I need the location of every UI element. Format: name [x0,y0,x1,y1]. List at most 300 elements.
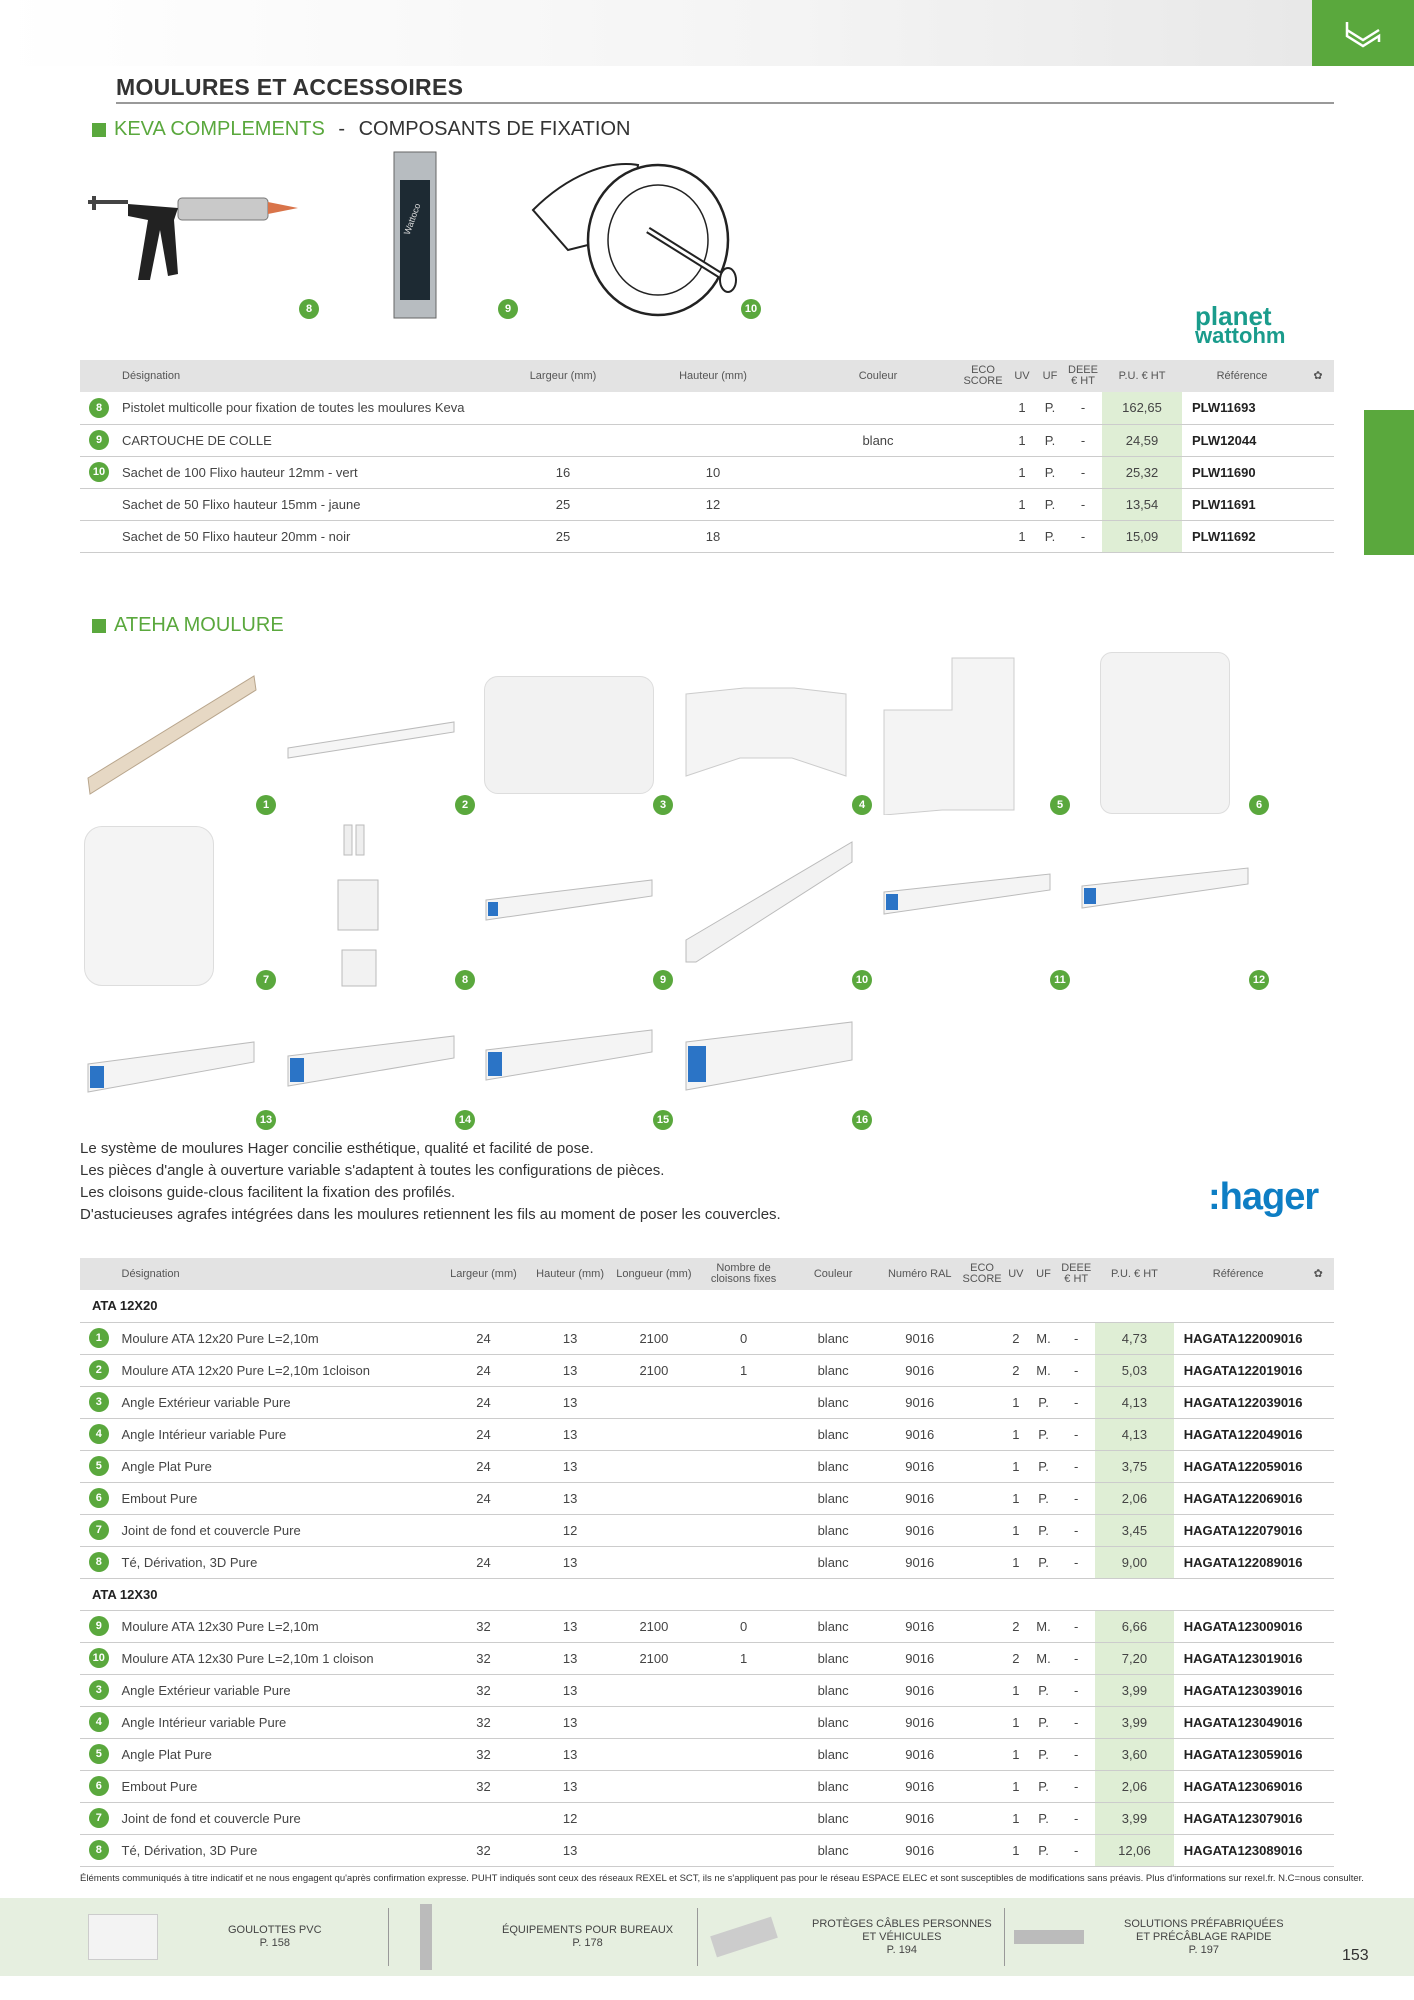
cell-designation: Sachet de 50 Flixo hauteur 15mm - jaune [118,488,498,520]
th2-largeur: Largeur (mm) [436,1258,530,1290]
th-designation: Désignation [118,360,498,392]
cell-hauteur: 13 [531,1642,610,1674]
th-uv: UV [1008,360,1036,392]
cell-ral: 9016 [877,1802,962,1834]
cell-ral: 9016 [877,1482,962,1514]
cell-price: 6,66 [1095,1610,1174,1642]
footer-link-bureaux[interactable] [420,1898,690,1976]
th2-designation: Désignation [118,1258,437,1290]
cable-tray-icon [1343,16,1383,50]
category-tab[interactable] [1312,0,1414,66]
cell-price: 3,99 [1095,1674,1174,1706]
cell-reference: HAGATA122059016 [1174,1450,1303,1482]
cell-uf: P. [1036,488,1064,520]
cell-longueur [610,1418,699,1450]
cell-deee: - [1064,392,1102,424]
table-row [80,488,1334,520]
cell-deee: - [1064,488,1102,520]
cell-hauteur: 13 [531,1770,610,1802]
table-row [80,1802,1334,1834]
footer-label: ET PRÉCÂBLAGE RAPIDE [1136,1930,1272,1943]
goulotte-thumbnail [88,1914,158,1960]
row-number-badge: 3 [89,1680,109,1700]
table-row [80,424,1334,456]
badge-a1: 1 [256,795,276,815]
group-row [80,1578,1334,1610]
cell-ral: 9016 [877,1354,962,1386]
cell-ral: 9016 [877,1546,962,1578]
cell-deee: - [1057,1354,1095,1386]
footer-label: ET VÉHICULES [862,1930,942,1943]
cell-deee: - [1057,1642,1095,1674]
cell-largeur: 24 [436,1482,530,1514]
brand-line1: planet [1195,301,1272,331]
cell-designation: Pistolet multicolle pour fixation de toutes les moulures Keva [118,392,498,424]
cell-designation: Moulure ATA 12x30 Pure L=2,10m [118,1610,437,1642]
row-number-badge: 8 [89,1552,109,1572]
cell-cloisons [698,1674,789,1706]
cell-uv: 1 [1008,456,1036,488]
cell-longueur [610,1482,699,1514]
group-label: ATA 12X20 [80,1290,1334,1322]
cell-uf: P. [1036,520,1064,552]
cell-reference: HAGATA122049016 [1174,1418,1303,1450]
badge-a16: 16 [852,1110,872,1130]
table-row [80,1450,1334,1482]
cell-hauteur: 13 [531,1418,610,1450]
cell-reference: HAGATA122039016 [1174,1386,1303,1418]
th2-couleur: Couleur [789,1258,878,1290]
cell-reference: HAGATA123069016 [1174,1770,1303,1802]
footer-page: P. 178 [572,1937,603,1949]
recycle-icon: ✿ [1302,360,1334,392]
cell-hauteur: 13 [531,1482,610,1514]
planet-wattohm-logo [1195,301,1286,348]
cell-reference: HAGATA123039016 [1174,1674,1303,1706]
cell-largeur: 32 [436,1642,530,1674]
cell-price: 12,06 [1095,1834,1174,1866]
cell-uf: M. [1030,1322,1058,1354]
badge-a9: 9 [653,970,673,990]
cell-reference: HAGATA122009016 [1174,1322,1303,1354]
cell-price: 7,20 [1095,1642,1174,1674]
cell-price: 9,00 [1095,1546,1174,1578]
cell-price: 15,09 [1102,520,1182,552]
row-number-badge: 5 [89,1744,109,1764]
cell-designation: Embout Pure [118,1482,437,1514]
cell-largeur: 24 [436,1354,530,1386]
desc-line: Les cloisons guide-clous facilitent la fixation des profilés. [80,1184,456,1201]
cell-ral: 9016 [877,1642,962,1674]
hager-logo: :hager [1208,1176,1319,1218]
cell-uf: P. [1030,1802,1058,1834]
cell-designation: Moulure ATA 12x20 Pure L=2,10m [118,1322,437,1354]
table-row [80,1834,1334,1866]
cell-ral: 9016 [877,1834,962,1866]
cell-price: 4,13 [1095,1418,1174,1450]
cell-couleur: blanc [789,1386,878,1418]
cell-reference: PLW11691 [1182,488,1302,520]
badge-a13: 13 [256,1110,276,1130]
recycle-icon: ✿ [1303,1258,1334,1290]
row-number-badge: 7 [89,1520,109,1540]
green-square-icon [92,619,106,633]
column-thumbnail [420,1904,432,1970]
joint-couvercle-image [84,826,214,986]
cell-largeur: 25 [498,488,628,520]
moulure-white-image [286,718,456,763]
keva-table [80,360,1334,553]
table-row [80,1322,1334,1354]
row-number-badge: 1 [89,1328,109,1348]
cell-couleur: blanc [789,1514,878,1546]
footer-page: P. 158 [259,1937,290,1949]
cell-couleur: blanc [789,1770,878,1802]
cell-hauteur: 12 [531,1514,610,1546]
cell-uv: 1 [1002,1834,1030,1866]
badge-9: 9 [498,299,518,319]
disclaimer: Éléments communiqués à titre indicatif et ne nous engagent qu'après confirmation expresse. PUHT indiqués sont ceux des réseaux REXEL et SCT, ils ne s'appliquent pas pour le réseau ESPACE ELEC et sont susceptibles de modifications sans préavis. Plus d'informations sur rexel.fr. N.C=nous consulter. [80,1873,1364,1884]
cell-largeur [498,392,628,424]
cell-longueur [610,1546,699,1578]
cell-uf: P. [1030,1450,1058,1482]
cell-designation: Sachet de 100 Flixo hauteur 12mm - vert [118,456,498,488]
cell-cloisons [698,1770,789,1802]
badge-a5: 5 [1050,795,1070,815]
cell-couleur: blanc [789,1738,878,1770]
table-row [80,1642,1334,1674]
cell-hauteur: 13 [531,1354,610,1386]
cell-hauteur: 13 [531,1386,610,1418]
th2-uv: UV [1002,1258,1030,1290]
badge-a8: 8 [455,970,475,990]
cell-hauteur: 13 [531,1834,610,1866]
brand-line2: wattohm [1195,323,1286,348]
cell-price: 2,06 [1095,1770,1174,1802]
flixo-fixing-image [528,155,743,320]
cell-ral: 9016 [877,1706,962,1738]
cell-deee: - [1057,1546,1095,1578]
cell-designation: Té, Dérivation, 3D Pure [118,1834,437,1866]
page-number: 153 [1342,1947,1369,1964]
cell-price: 3,45 [1095,1514,1174,1546]
table-row [80,1418,1334,1450]
cell-uv: 1 [1002,1386,1030,1418]
cell-designation: Embout Pure [118,1770,437,1802]
table-row [80,520,1334,552]
cell-uv: 1 [1002,1546,1030,1578]
cell-deee: - [1064,424,1102,456]
cell-designation: Angle Extérieur variable Pure [118,1386,437,1418]
cell-uv: 1 [1002,1738,1030,1770]
table-row [80,1674,1334,1706]
cell-hauteur: 13 [531,1674,610,1706]
cell-couleur: blanc [789,1354,878,1386]
cell-designation: Angle Plat Pure [118,1738,437,1770]
cell-ral: 9016 [877,1610,962,1642]
table-row [80,1546,1334,1578]
cell-reference: HAGATA123049016 [1174,1706,1303,1738]
row-number-badge: 8 [89,1840,109,1860]
row-number-badge: 6 [89,1776,109,1796]
cell-longueur [610,1706,699,1738]
badge-a15: 15 [653,1110,673,1130]
cell-largeur: 32 [436,1674,530,1706]
footer-page: P. 194 [886,1943,918,1956]
cell-couleur: blanc [789,1450,878,1482]
cell-largeur: 16 [498,456,628,488]
cell-cloisons [698,1418,789,1450]
cell-reference: PLW12044 [1182,424,1302,456]
table-row [80,1738,1334,1770]
cell-price: 3,99 [1095,1802,1174,1834]
cell-uf: P. [1030,1386,1058,1418]
cell-hauteur: 13 [531,1610,610,1642]
cell-uf: P. [1036,456,1064,488]
cell-uf: P. [1030,1770,1058,1802]
cell-designation: Angle Plat Pure [118,1450,437,1482]
cell-ral: 9016 [877,1386,962,1418]
cell-deee: - [1057,1450,1095,1482]
moulure-ata-6-image [286,1034,456,1094]
ateha-description [80,1138,781,1226]
cell-largeur: 32 [436,1610,530,1642]
cell-price: 24,59 [1102,424,1182,456]
cell-largeur: 32 [436,1770,530,1802]
cell-cloisons [698,1546,789,1578]
footer-nav [0,1898,1414,1976]
desc-line: Les pièces d'angle à ouverture variable s'adaptent à toutes les configurations de pièces. [80,1162,665,1179]
group-label: ATA 12X30 [80,1578,1334,1610]
cell-largeur: 32 [436,1738,530,1770]
footer-label: SOLUTIONS PRÉFABRIQUÉES [1124,1917,1284,1930]
cell-longueur [610,1802,699,1834]
footer-label: GOULOTTES PVC [228,1924,322,1936]
cell-designation: Angle Intérieur variable Pure [118,1418,437,1450]
cell-largeur: 32 [436,1834,530,1866]
cell-longueur: 2100 [610,1354,699,1386]
cell-uv: 1 [1002,1674,1030,1706]
cell-couleur: blanc [789,1610,878,1642]
cell-couleur: blanc [789,1802,878,1834]
th-uf: UF [1036,360,1064,392]
cell-largeur: 24 [436,1322,530,1354]
cell-uv: 1 [1008,488,1036,520]
cell-longueur [610,1738,699,1770]
cell-uf: M. [1030,1610,1058,1642]
th2-hauteur: Hauteur (mm) [531,1258,610,1290]
cell-deee: - [1064,456,1102,488]
cell-uv: 1 [1002,1450,1030,1482]
cell-deee: - [1057,1738,1095,1770]
cell-uv: 2 [1002,1642,1030,1674]
cell-uv: 1 [1008,520,1036,552]
cell-ral: 9016 [877,1770,962,1802]
cell-couleur: blanc [798,424,958,456]
cell-designation: Moulure ATA 12x20 Pure L=2,10m 1cloison [118,1354,437,1386]
ateha-table [80,1258,1334,1867]
row-number-badge: 9 [89,430,109,450]
cell-longueur [610,1674,699,1706]
table-row [80,392,1334,424]
cell-hauteur [628,424,798,456]
moulure-ata-4-image [1080,866,1250,916]
badge-a7: 7 [256,970,276,990]
cell-hauteur: 10 [628,456,798,488]
cell-deee: - [1057,1770,1095,1802]
cell-cloisons: 1 [698,1354,789,1386]
footer-link-goulottes[interactable] [88,1898,388,1976]
cell-uf: P. [1030,1418,1058,1450]
table-row [80,1514,1334,1546]
th2-uf: UF [1030,1258,1058,1290]
badge-a12: 12 [1249,970,1269,990]
cell-price: 5,03 [1095,1354,1174,1386]
cell-cloisons [698,1802,789,1834]
badge-10: 10 [741,299,761,319]
moulure-ata-2-image [684,840,854,965]
embout-image [1100,652,1230,814]
cell-cloisons [698,1482,789,1514]
section-keva-title [92,118,630,141]
cell-reference: HAGATA122079016 [1174,1514,1303,1546]
th2-longueur: Longueur (mm) [610,1258,699,1290]
cell-hauteur: 18 [628,520,798,552]
cell-reference: HAGATA122019016 [1174,1354,1303,1386]
row-number-badge: 4 [89,1424,109,1444]
section-keva-green: KEVA COMPLEMENTS [114,118,325,140]
row-number-badge: 9 [89,1616,109,1636]
footer-link-prefabriquees[interactable] [1014,1898,1324,1976]
precablage-thumbnail [1014,1930,1084,1944]
cell-couleur: blanc [789,1482,878,1514]
cell-uf: P. [1030,1482,1058,1514]
cell-longueur: 2100 [610,1610,699,1642]
th-couleur: Couleur [798,360,958,392]
cell-largeur: 24 [436,1450,530,1482]
cell-reference: HAGATA123089016 [1174,1834,1303,1866]
cell-largeur: 25 [498,520,628,552]
th2-cloisons: Nombre de cloisons fixes [698,1258,789,1290]
desc-line: D'astucieuses agrafes intégrées dans les moulures retiennent les fils au moment de poser les couvercles. [80,1206,781,1223]
cell-deee: - [1057,1706,1095,1738]
cell-ral: 9016 [877,1450,962,1482]
green-square-icon [92,123,106,137]
cell-uv: 1 [1002,1418,1030,1450]
cell-couleur: blanc [789,1674,878,1706]
cell-designation: Joint de fond et couvercle Pure [118,1514,437,1546]
cell-price: 4,13 [1095,1386,1174,1418]
badge-a10: 10 [852,970,872,990]
cell-couleur [798,456,958,488]
cell-largeur: 32 [436,1706,530,1738]
footer-label: PROTÈGES CÂBLES PERSONNES [812,1917,992,1930]
group-row [80,1290,1334,1322]
cell-deee: - [1057,1674,1095,1706]
cell-largeur [436,1802,530,1834]
cell-uv: 2 [1002,1354,1030,1386]
angle-exterieur-image [484,676,654,794]
cell-ral: 9016 [877,1514,962,1546]
row-number-badge: 4 [89,1712,109,1732]
row-number-badge: 6 [89,1488,109,1508]
cell-deee: - [1064,520,1102,552]
cell-longueur [610,1770,699,1802]
cell-hauteur: 13 [531,1738,610,1770]
cell-deee: - [1057,1482,1095,1514]
cell-deee: - [1057,1386,1095,1418]
cell-reference: PLW11690 [1182,456,1302,488]
cell-price: 3,60 [1095,1738,1174,1770]
badge-a4: 4 [852,795,872,815]
th-pu: P.U. € HT [1102,360,1182,392]
footer-label: ÉQUIPEMENTS POUR BUREAUX [502,1924,674,1936]
th2-deee: DEEE € HT [1057,1258,1095,1290]
section-ateha-green: ATEHA MOULURE [114,614,284,636]
row-number-badge: 8 [89,398,109,418]
cell-cloisons [698,1386,789,1418]
cell-couleur: blanc [789,1322,878,1354]
cell-designation: Angle Intérieur variable Pure [118,1706,437,1738]
cell-designation: Moulure ATA 12x30 Pure L=2,10m 1 cloison [118,1642,437,1674]
cell-uf: P. [1030,1514,1058,1546]
side-tab[interactable] [1364,410,1414,555]
moulure-ata-7-image [484,1028,654,1088]
cell-cloisons [698,1450,789,1482]
th-ref: Référence [1182,360,1302,392]
cell-uv: 1 [1008,424,1036,456]
footer-link-protege-cables[interactable] [712,1898,1002,1976]
cell-hauteur: 13 [531,1450,610,1482]
cell-designation: Té, Dérivation, 3D Pure [118,1546,437,1578]
moulure-strip-image [86,668,258,803]
cell-longueur [610,1386,699,1418]
table-row [80,1482,1334,1514]
cell-cloisons [698,1738,789,1770]
cell-uf: M. [1030,1642,1058,1674]
cell-uf: P. [1030,1674,1058,1706]
cell-uf: P. [1030,1834,1058,1866]
angle-interieur-image [684,680,849,780]
badge-8: 8 [299,299,319,319]
row-number-badge: 5 [89,1456,109,1476]
cell-reference: PLW11693 [1182,392,1302,424]
cell-uv: 1 [1008,392,1036,424]
cell-price: 25,32 [1102,456,1182,488]
cell-deee: - [1057,1834,1095,1866]
row-number-badge: 7 [89,1808,109,1828]
footer-page: P. 197 [1188,1943,1219,1956]
cell-deee: - [1057,1610,1095,1642]
cell-ral: 9016 [877,1418,962,1450]
cell-cloisons [698,1706,789,1738]
cell-hauteur: 12 [531,1802,610,1834]
table-row [80,1770,1334,1802]
desc-line: Le système de moulures Hager concilie esthétique, qualité et facilité de pose. [80,1140,594,1157]
cell-couleur [798,520,958,552]
cell-largeur [498,424,628,456]
te-derivation-image [334,820,384,990]
cell-hauteur: 12 [628,488,798,520]
cell-longueur: 2100 [610,1642,699,1674]
badge-a3: 3 [653,795,673,815]
cell-reference: HAGATA122069016 [1174,1482,1303,1514]
row-number-badge: 2 [89,1360,109,1380]
cell-cloisons [698,1514,789,1546]
cell-hauteur: 13 [531,1706,610,1738]
cell-couleur: blanc [789,1546,878,1578]
cell-uv: 1 [1002,1706,1030,1738]
